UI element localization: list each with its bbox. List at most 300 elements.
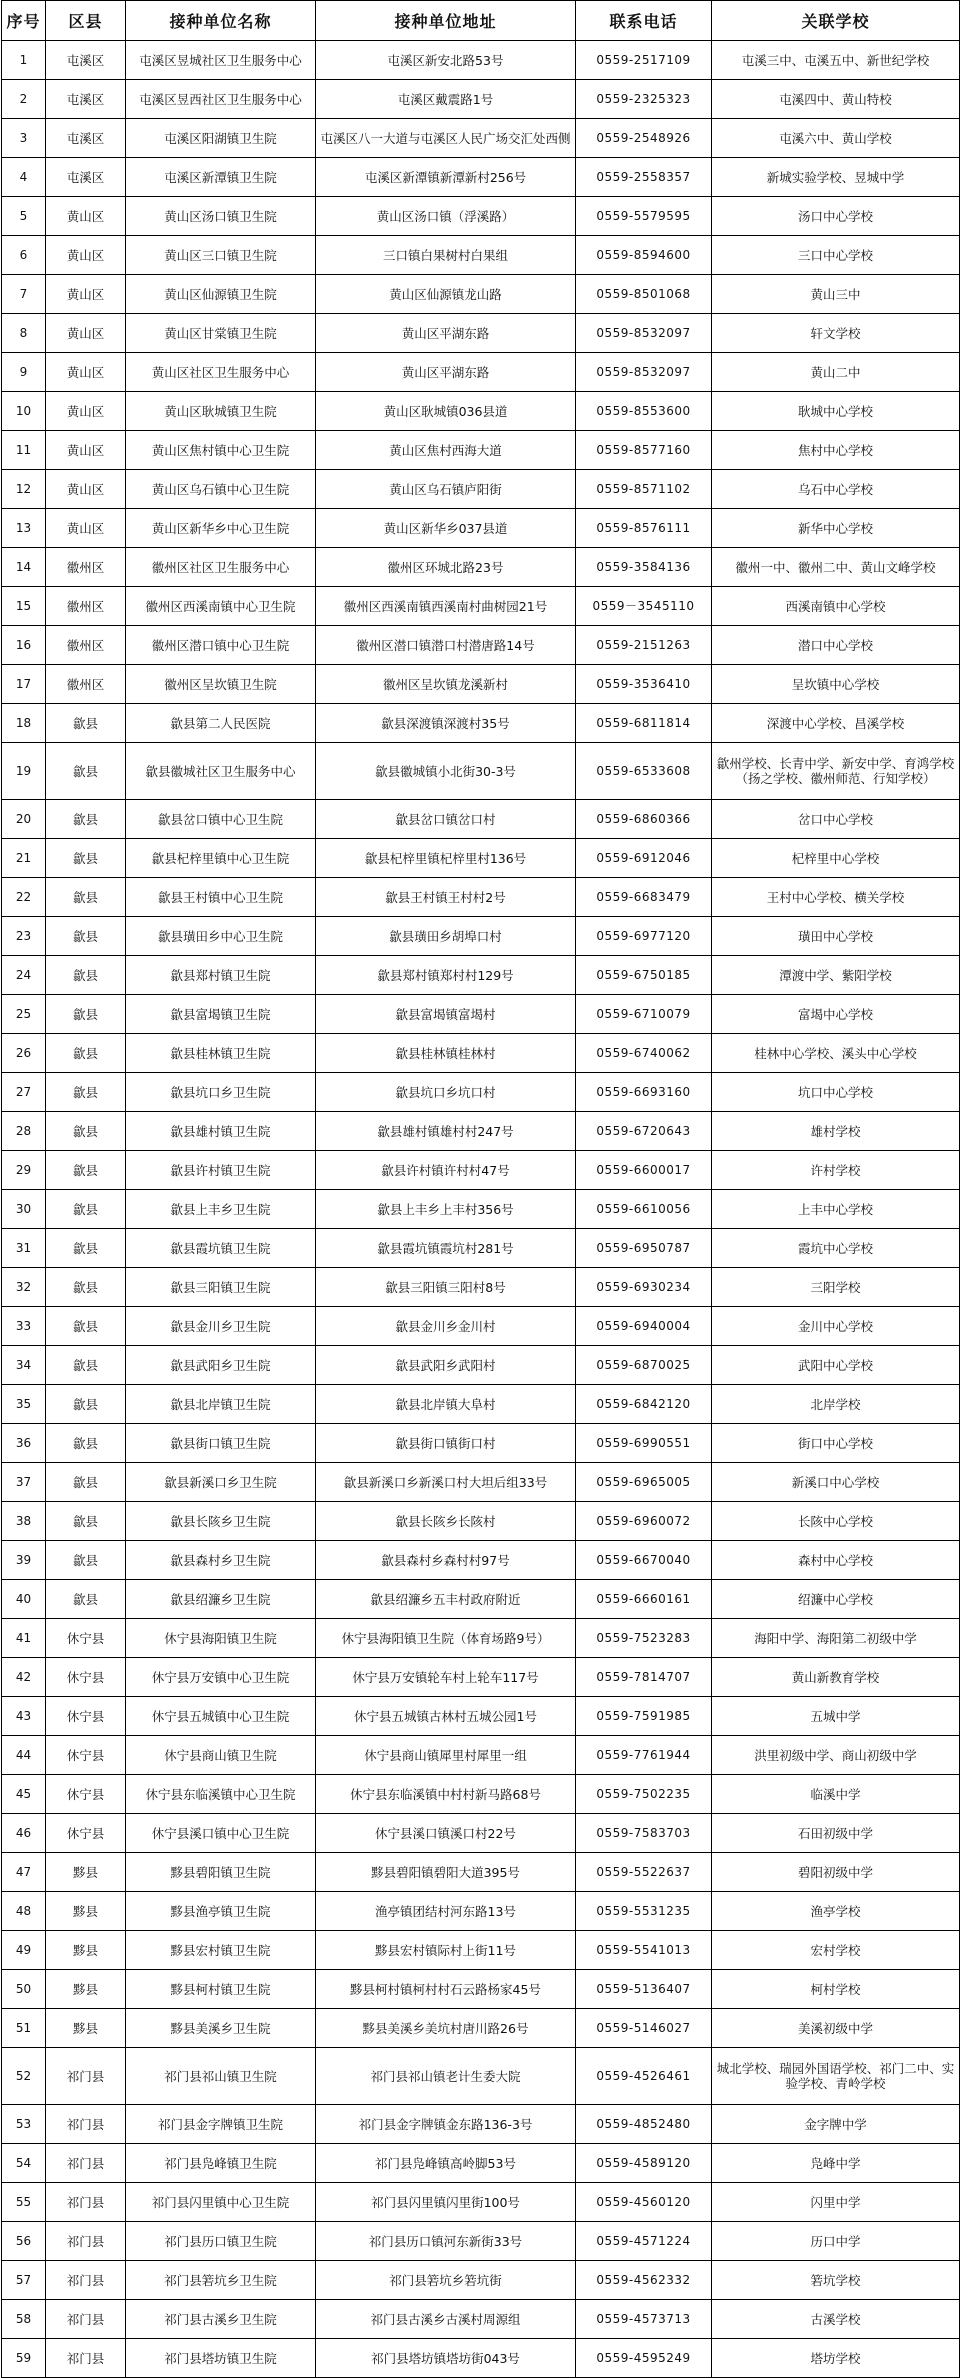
- cell-seq: 14: [2, 548, 46, 587]
- cell-seq: 11: [2, 431, 46, 470]
- cell-unit-address: 黄山区平湖东路: [316, 314, 576, 353]
- cell-unit-name: 祁门县塔坊镇卫生院: [126, 2339, 316, 2378]
- cell-unit-address: 徽州区呈坎镇龙溪新村: [316, 665, 576, 704]
- cell-unit-address: 渔亭镇团结村河东路13号: [316, 1892, 576, 1931]
- cell-unit-name: 休宁县商山镇卫生院: [126, 1736, 316, 1775]
- cell-phone: 0559-2558357: [576, 158, 712, 197]
- cell-unit-name: 屯溪区阳湖镇卫生院: [126, 119, 316, 158]
- cell-unit-address: 休宁县海阳镇卫生院（体育场路9号）: [316, 1619, 576, 1658]
- cell-phone: 0559-6965005: [576, 1463, 712, 1502]
- cell-unit-name: 休宁县五城镇中心卫生院: [126, 1697, 316, 1736]
- cell-county: 黟县: [46, 1853, 126, 1892]
- cell-unit-address: 歙县岔口镇岔口村: [316, 800, 576, 839]
- cell-schools: 美溪初级中学: [712, 2009, 960, 2048]
- cell-schools: 新城实验学校、昱城中学: [712, 158, 960, 197]
- cell-unit-address: 黄山区焦村西海大道: [316, 431, 576, 470]
- cell-county: 黄山区: [46, 275, 126, 314]
- cell-unit-address: 徽州区环城北路23号: [316, 548, 576, 587]
- cell-county: 歙县: [46, 956, 126, 995]
- table-row: [2, 2144, 960, 2183]
- cell-schools: 富堨中心学校: [712, 995, 960, 1034]
- cell-county: 休宁县: [46, 1814, 126, 1853]
- cell-schools: 洪里初级中学、商山初级中学: [712, 1736, 960, 1775]
- cell-county: 歙县: [46, 1229, 126, 1268]
- table-row: [2, 2105, 960, 2144]
- cell-seq: 38: [2, 1502, 46, 1541]
- cell-unit-name: 歙县富堨镇卫生院: [126, 995, 316, 1034]
- cell-schools: 城北学校、瑞园外国语学校、祁门二中、实验学校、青岭学校: [712, 2048, 960, 2105]
- cell-seq: 41: [2, 1619, 46, 1658]
- cell-county: 徽州区: [46, 665, 126, 704]
- cell-unit-name: 歙县霞坑镇卫生院: [126, 1229, 316, 1268]
- cell-county: 徽州区: [46, 626, 126, 665]
- cell-seq: 13: [2, 509, 46, 548]
- table-row: [2, 1775, 960, 1814]
- cell-schools: 黄山二中: [712, 353, 960, 392]
- cell-county: 祁门县: [46, 2222, 126, 2261]
- cell-unit-address: 黄山区耿城镇036县道: [316, 392, 576, 431]
- cell-unit-name: 祁门县祁山镇卫生院: [126, 2048, 316, 2105]
- cell-county: 歙县: [46, 917, 126, 956]
- cell-unit-name: 徽州区社区卫生服务中心: [126, 548, 316, 587]
- table-row: [2, 2339, 960, 2378]
- cell-schools: 五城中学: [712, 1697, 960, 1736]
- table-row: [2, 1619, 960, 1658]
- cell-schools: 金川中心学校: [712, 1307, 960, 1346]
- cell-county: 黄山区: [46, 353, 126, 392]
- cell-unit-name: 黟县柯村镇卫生院: [126, 1970, 316, 2009]
- cell-county: 黟县: [46, 1892, 126, 1931]
- cell-unit-name: 黟县渔亭镇卫生院: [126, 1892, 316, 1931]
- cell-unit-address: 歙县霞坑镇霞坑村281号: [316, 1229, 576, 1268]
- cell-seq: 9: [2, 353, 46, 392]
- table-row: [2, 1697, 960, 1736]
- header-phone: 联系电话: [576, 1, 712, 41]
- header-unit-name: 接种单位名称: [126, 1, 316, 41]
- cell-unit-name: 徽州区呈坎镇卫生院: [126, 665, 316, 704]
- table-row: [2, 275, 960, 314]
- cell-schools: 闪里中学: [712, 2183, 960, 2222]
- cell-unit-name: 歙县绍濂乡卫生院: [126, 1580, 316, 1619]
- cell-county: 歙县: [46, 1307, 126, 1346]
- table-row: [2, 197, 960, 236]
- cell-unit-address: 祁门县闪里镇闪里街100号: [316, 2183, 576, 2222]
- cell-seq: 39: [2, 1541, 46, 1580]
- cell-phone: 0559-7761944: [576, 1736, 712, 1775]
- table-row: [2, 548, 960, 587]
- header-row: [2, 1, 960, 41]
- table-row: [2, 587, 960, 626]
- table-row: [2, 1463, 960, 1502]
- cell-county: 黄山区: [46, 236, 126, 275]
- cell-seq: 57: [2, 2261, 46, 2300]
- cell-unit-name: 屯溪区新潭镇卫生院: [126, 158, 316, 197]
- header-seq: 序号: [2, 1, 46, 41]
- cell-county: 休宁县: [46, 1775, 126, 1814]
- cell-unit-name: 黄山区仙源镇卫生院: [126, 275, 316, 314]
- table-row: [2, 392, 960, 431]
- cell-schools: 上丰中心学校: [712, 1190, 960, 1229]
- cell-county: 黄山区: [46, 314, 126, 353]
- cell-county: 黄山区: [46, 197, 126, 236]
- cell-seq: 8: [2, 314, 46, 353]
- cell-schools: 深渡中心学校、昌溪学校: [712, 704, 960, 743]
- cell-schools: 新溪口中心学校: [712, 1463, 960, 1502]
- table-row: [2, 1034, 960, 1073]
- cell-phone: 0559-3536410: [576, 665, 712, 704]
- cell-schools: 箬坑学校: [712, 2261, 960, 2300]
- table-row: [2, 1073, 960, 1112]
- cell-seq: 46: [2, 1814, 46, 1853]
- cell-county: 歙县: [46, 1346, 126, 1385]
- cell-phone: 0559-6750185: [576, 956, 712, 995]
- table-row: [2, 2261, 960, 2300]
- table-row: [2, 2300, 960, 2339]
- cell-unit-name: 黟县宏村镇卫生院: [126, 1931, 316, 1970]
- cell-seq: 4: [2, 158, 46, 197]
- cell-county: 黄山区: [46, 470, 126, 509]
- cell-unit-address: 祁门县古溪乡古溪村周源组: [316, 2300, 576, 2339]
- cell-seq: 36: [2, 1424, 46, 1463]
- cell-phone: 0559-6660161: [576, 1580, 712, 1619]
- cell-unit-name: 歙县新溪口乡卫生院: [126, 1463, 316, 1502]
- cell-county: 徽州区: [46, 587, 126, 626]
- cell-unit-name: 歙县第二人民医院: [126, 704, 316, 743]
- cell-county: 黄山区: [46, 392, 126, 431]
- table-row: [2, 314, 960, 353]
- table-row: [2, 1385, 960, 1424]
- cell-seq: 55: [2, 2183, 46, 2222]
- cell-schools: 石田初级中学: [712, 1814, 960, 1853]
- cell-unit-name: 歙县徽城社区卫生服务中心: [126, 743, 316, 800]
- cell-unit-address: 歙县杞梓里镇杞梓里村136号: [316, 839, 576, 878]
- cell-phone: 0559-8594600: [576, 236, 712, 275]
- cell-phone: 0559-4852480: [576, 2105, 712, 2144]
- cell-county: 休宁县: [46, 1619, 126, 1658]
- cell-county: 歙县: [46, 1073, 126, 1112]
- cell-seq: 29: [2, 1151, 46, 1190]
- cell-unit-address: 歙县街口镇街口村: [316, 1424, 576, 1463]
- table-row: [2, 509, 960, 548]
- cell-phone: 0559-7591985: [576, 1697, 712, 1736]
- cell-seq: 19: [2, 743, 46, 800]
- cell-schools: 坑口中心学校: [712, 1073, 960, 1112]
- cell-seq: 2: [2, 80, 46, 119]
- cell-unit-address: 祁门县箬坑乡箬坑街: [316, 2261, 576, 2300]
- cell-schools: 北岸学校: [712, 1385, 960, 1424]
- header-unit-address: 接种单位地址: [316, 1, 576, 41]
- cell-seq: 59: [2, 2339, 46, 2378]
- cell-county: 歙县: [46, 1268, 126, 1307]
- cell-seq: 26: [2, 1034, 46, 1073]
- cell-unit-name: 休宁县溪口镇中心卫生院: [126, 1814, 316, 1853]
- cell-unit-address: 祁门县塔坊镇塔坊街043号: [316, 2339, 576, 2378]
- cell-unit-name: 歙县王村镇中心卫生院: [126, 878, 316, 917]
- cell-unit-name: 休宁县东临溪镇中心卫生院: [126, 1775, 316, 1814]
- cell-schools: 黄山新教育学校: [712, 1658, 960, 1697]
- cell-unit-name: 歙县岔口镇中心卫生院: [126, 800, 316, 839]
- cell-county: 歙县: [46, 1112, 126, 1151]
- table-row: [2, 917, 960, 956]
- cell-unit-address: 歙县武阳乡武阳村: [316, 1346, 576, 1385]
- cell-unit-address: 歙县森村乡森村村97号: [316, 1541, 576, 1580]
- cell-unit-name: 歙县璜田乡中心卫生院: [126, 917, 316, 956]
- cell-unit-name: 黟县碧阳镇卫生院: [126, 1853, 316, 1892]
- table-row: [2, 1151, 960, 1190]
- cell-phone: 0559-5531235: [576, 1892, 712, 1931]
- cell-unit-name: 黄山区焦村镇中心卫生院: [126, 431, 316, 470]
- cell-schools: 潭渡中学、紫阳学校: [712, 956, 960, 995]
- cell-unit-name: 歙县许村镇卫生院: [126, 1151, 316, 1190]
- cell-unit-address: 黟县柯村镇柯村村石云路杨家45号: [316, 1970, 576, 2009]
- cell-seq: 16: [2, 626, 46, 665]
- cell-unit-name: 黄山区汤口镇卫生院: [126, 197, 316, 236]
- cell-unit-name: 徽州区西溪南镇中心卫生院: [126, 587, 316, 626]
- cell-schools: 街口中心学校: [712, 1424, 960, 1463]
- cell-phone: 0559-6960072: [576, 1502, 712, 1541]
- cell-phone: 0559-6720643: [576, 1112, 712, 1151]
- cell-unit-name: 黄山区新华乡中心卫生院: [126, 509, 316, 548]
- cell-phone: 0559-8501068: [576, 275, 712, 314]
- cell-seq: 49: [2, 1931, 46, 1970]
- cell-seq: 58: [2, 2300, 46, 2339]
- cell-seq: 23: [2, 917, 46, 956]
- cell-unit-address: 屯溪区新潭镇新潭新村256号: [316, 158, 576, 197]
- table-row: [2, 1736, 960, 1775]
- cell-schools: 雄村学校: [712, 1112, 960, 1151]
- cell-phone: 0559-4526461: [576, 2048, 712, 2105]
- cell-schools: 塔坊学校: [712, 2339, 960, 2378]
- cell-phone: 0559-3584136: [576, 548, 712, 587]
- cell-seq: 7: [2, 275, 46, 314]
- cell-unit-address: 歙县郑村镇郑村村129号: [316, 956, 576, 995]
- cell-unit-address: 歙县徽城镇小北街30-3号: [316, 743, 576, 800]
- cell-county: 屯溪区: [46, 80, 126, 119]
- header-county: 区县: [46, 1, 126, 41]
- table-row: [2, 236, 960, 275]
- cell-schools: 凫峰中学: [712, 2144, 960, 2183]
- cell-schools: 岔口中心学校: [712, 800, 960, 839]
- cell-phone: 0559-8553600: [576, 392, 712, 431]
- cell-phone: 0559-4560120: [576, 2183, 712, 2222]
- cell-seq: 56: [2, 2222, 46, 2261]
- table-row: [2, 353, 960, 392]
- cell-county: 歙县: [46, 1190, 126, 1229]
- cell-unit-address: 休宁县东临溪镇中村村新马路68号: [316, 1775, 576, 1814]
- table-row: [2, 1814, 960, 1853]
- cell-schools: 绍濂中心学校: [712, 1580, 960, 1619]
- cell-county: 歙县: [46, 1463, 126, 1502]
- cell-phone: 0559-6670040: [576, 1541, 712, 1580]
- table-row: [2, 1307, 960, 1346]
- cell-county: 休宁县: [46, 1697, 126, 1736]
- cell-seq: 54: [2, 2144, 46, 2183]
- cell-seq: 24: [2, 956, 46, 995]
- cell-county: 祁门县: [46, 2048, 126, 2105]
- table-row: [2, 1424, 960, 1463]
- cell-unit-name: 黄山区乌石镇中心卫生院: [126, 470, 316, 509]
- cell-unit-name: 歙县上丰乡卫生院: [126, 1190, 316, 1229]
- table-row: [2, 2009, 960, 2048]
- cell-unit-name: 黄山区三口镇卫生院: [126, 236, 316, 275]
- cell-phone: 0559-6870025: [576, 1346, 712, 1385]
- cell-county: 歙县: [46, 743, 126, 800]
- cell-unit-address: 休宁县五城镇古林村五城公园1号: [316, 1697, 576, 1736]
- cell-unit-name: 徽州区潜口镇中心卫生院: [126, 626, 316, 665]
- cell-phone: 0559-5579595: [576, 197, 712, 236]
- cell-unit-address: 徽州区潜口镇潜口村潜唐路14号: [316, 626, 576, 665]
- cell-phone: 0559-4571224: [576, 2222, 712, 2261]
- cell-seq: 50: [2, 1970, 46, 2009]
- header-schools: 关联学校: [712, 1, 960, 41]
- cell-seq: 15: [2, 587, 46, 626]
- cell-phone: 0559-6950787: [576, 1229, 712, 1268]
- cell-unit-address: 黟县美溪乡美坑村唐川路26号: [316, 2009, 576, 2048]
- cell-unit-address: 歙县上丰乡上丰村356号: [316, 1190, 576, 1229]
- cell-schools: 呈坎镇中心学校: [712, 665, 960, 704]
- cell-schools: 海阳中学、海阳第二初级中学: [712, 1619, 960, 1658]
- table-row: [2, 1112, 960, 1151]
- cell-schools: 潜口中心学校: [712, 626, 960, 665]
- cell-unit-name: 歙县坑口乡卫生院: [126, 1073, 316, 1112]
- cell-seq: 32: [2, 1268, 46, 1307]
- vaccination-sites-table: [1, 0, 960, 2378]
- cell-unit-name: 歙县雄村镇卫生院: [126, 1112, 316, 1151]
- cell-unit-name: 祁门县历口镇卫生院: [126, 2222, 316, 2261]
- table-row: [2, 704, 960, 743]
- cell-phone: 0559-8532097: [576, 353, 712, 392]
- cell-unit-address: 歙县坑口乡坑口村: [316, 1073, 576, 1112]
- cell-unit-address: 祁门县金字牌镇金东路136-3号: [316, 2105, 576, 2144]
- cell-phone: 0559-5146027: [576, 2009, 712, 2048]
- cell-unit-name: 屯溪区昱西社区卫生服务中心: [126, 80, 316, 119]
- cell-county: 歙县: [46, 800, 126, 839]
- table-row: [2, 800, 960, 839]
- cell-phone: 0559-4573713: [576, 2300, 712, 2339]
- table-row: [2, 119, 960, 158]
- cell-seq: 40: [2, 1580, 46, 1619]
- table-row: [2, 2222, 960, 2261]
- cell-unit-address: 黄山区汤口镇（浮溪路）: [316, 197, 576, 236]
- cell-phone: 0559-8576111: [576, 509, 712, 548]
- cell-county: 祁门县: [46, 2300, 126, 2339]
- cell-schools: 轩文学校: [712, 314, 960, 353]
- cell-seq: 18: [2, 704, 46, 743]
- cell-seq: 37: [2, 1463, 46, 1502]
- cell-phone: 0559-8532097: [576, 314, 712, 353]
- cell-phone: 0559-4595249: [576, 2339, 712, 2378]
- cell-seq: 44: [2, 1736, 46, 1775]
- cell-unit-address: 屯溪区戴震路1号: [316, 80, 576, 119]
- cell-schools: 宏村学校: [712, 1931, 960, 1970]
- cell-county: 屯溪区: [46, 41, 126, 80]
- cell-unit-name: 休宁县万安镇中心卫生院: [126, 1658, 316, 1697]
- cell-unit-name: 黄山区社区卫生服务中心: [126, 353, 316, 392]
- cell-phone: 0559-6990551: [576, 1424, 712, 1463]
- table-row: [2, 665, 960, 704]
- cell-unit-name: 歙县桂林镇卫生院: [126, 1034, 316, 1073]
- cell-phone: 0559-4589120: [576, 2144, 712, 2183]
- cell-schools: 许村学校: [712, 1151, 960, 1190]
- cell-phone: 0559-8577160: [576, 431, 712, 470]
- table-row: [2, 1502, 960, 1541]
- cell-phone: 0559-6842120: [576, 1385, 712, 1424]
- cell-county: 歙县: [46, 1151, 126, 1190]
- table-row: [2, 743, 960, 800]
- cell-county: 歙县: [46, 1580, 126, 1619]
- cell-phone: 0559-5541013: [576, 1931, 712, 1970]
- cell-schools: 黄山三中: [712, 275, 960, 314]
- cell-phone: 0559-6710079: [576, 995, 712, 1034]
- cell-county: 歙县: [46, 1541, 126, 1580]
- cell-phone: 0559-5136407: [576, 1970, 712, 2009]
- cell-schools: 乌石中心学校: [712, 470, 960, 509]
- cell-seq: 28: [2, 1112, 46, 1151]
- table-row: [2, 1346, 960, 1385]
- cell-county: 祁门县: [46, 2261, 126, 2300]
- cell-phone: 0559-7814707: [576, 1658, 712, 1697]
- cell-schools: 临溪中学: [712, 1775, 960, 1814]
- cell-unit-address: 屯溪区新安北路53号: [316, 41, 576, 80]
- table-row: [2, 470, 960, 509]
- cell-county: 祁门县: [46, 2339, 126, 2378]
- cell-seq: 33: [2, 1307, 46, 1346]
- cell-unit-address: 休宁县商山镇犀里村犀里一组: [316, 1736, 576, 1775]
- cell-county: 歙县: [46, 1385, 126, 1424]
- cell-unit-name: 歙县武阳乡卫生院: [126, 1346, 316, 1385]
- cell-phone: 0559-6533608: [576, 743, 712, 800]
- cell-county: 屯溪区: [46, 158, 126, 197]
- cell-county: 黄山区: [46, 431, 126, 470]
- cell-unit-name: 祁门县箬坑乡卫生院: [126, 2261, 316, 2300]
- cell-unit-address: 祁门县祁山镇老计生委大院: [316, 2048, 576, 2105]
- cell-unit-name: 歙县长陔乡卫生院: [126, 1502, 316, 1541]
- cell-unit-name: 歙县郑村镇卫生院: [126, 956, 316, 995]
- cell-phone: 0559-6977120: [576, 917, 712, 956]
- table-row: [2, 1970, 960, 2009]
- cell-phone: 0559-2325323: [576, 80, 712, 119]
- cell-seq: 51: [2, 2009, 46, 2048]
- cell-unit-address: 休宁县溪口镇溪口村22号: [316, 1814, 576, 1853]
- cell-unit-address: 祁门县历口镇河东新街33号: [316, 2222, 576, 2261]
- cell-seq: 17: [2, 665, 46, 704]
- cell-seq: 3: [2, 119, 46, 158]
- cell-schools: 璜田中心学校: [712, 917, 960, 956]
- cell-unit-name: 屯溪区昱城社区卫生服务中心: [126, 41, 316, 80]
- cell-seq: 22: [2, 878, 46, 917]
- cell-phone: 0559-2151263: [576, 626, 712, 665]
- cell-county: 黟县: [46, 2009, 126, 2048]
- cell-seq: 5: [2, 197, 46, 236]
- cell-phone: 0559-6600017: [576, 1151, 712, 1190]
- cell-unit-address: 歙县长陔乡长陔村: [316, 1502, 576, 1541]
- cell-county: 休宁县: [46, 1736, 126, 1775]
- cell-unit-address: 黄山区平湖东路: [316, 353, 576, 392]
- cell-phone: 0559-6860366: [576, 800, 712, 839]
- cell-unit-address: 祁门县凫峰镇高岭脚53号: [316, 2144, 576, 2183]
- table-row: [2, 1268, 960, 1307]
- cell-phone: 0559-6610056: [576, 1190, 712, 1229]
- table-row: [2, 1229, 960, 1268]
- cell-schools: 焦村中心学校: [712, 431, 960, 470]
- cell-unit-address: 黟县宏村镇际村上街11号: [316, 1931, 576, 1970]
- cell-unit-address: 黄山区新华乡037县道: [316, 509, 576, 548]
- cell-seq: 25: [2, 995, 46, 1034]
- cell-unit-address: 歙县雄村镇雄村村247号: [316, 1112, 576, 1151]
- cell-county: 祁门县: [46, 2105, 126, 2144]
- cell-phone: 0559-6693160: [576, 1073, 712, 1112]
- cell-unit-name: 歙县杞梓里镇中心卫生院: [126, 839, 316, 878]
